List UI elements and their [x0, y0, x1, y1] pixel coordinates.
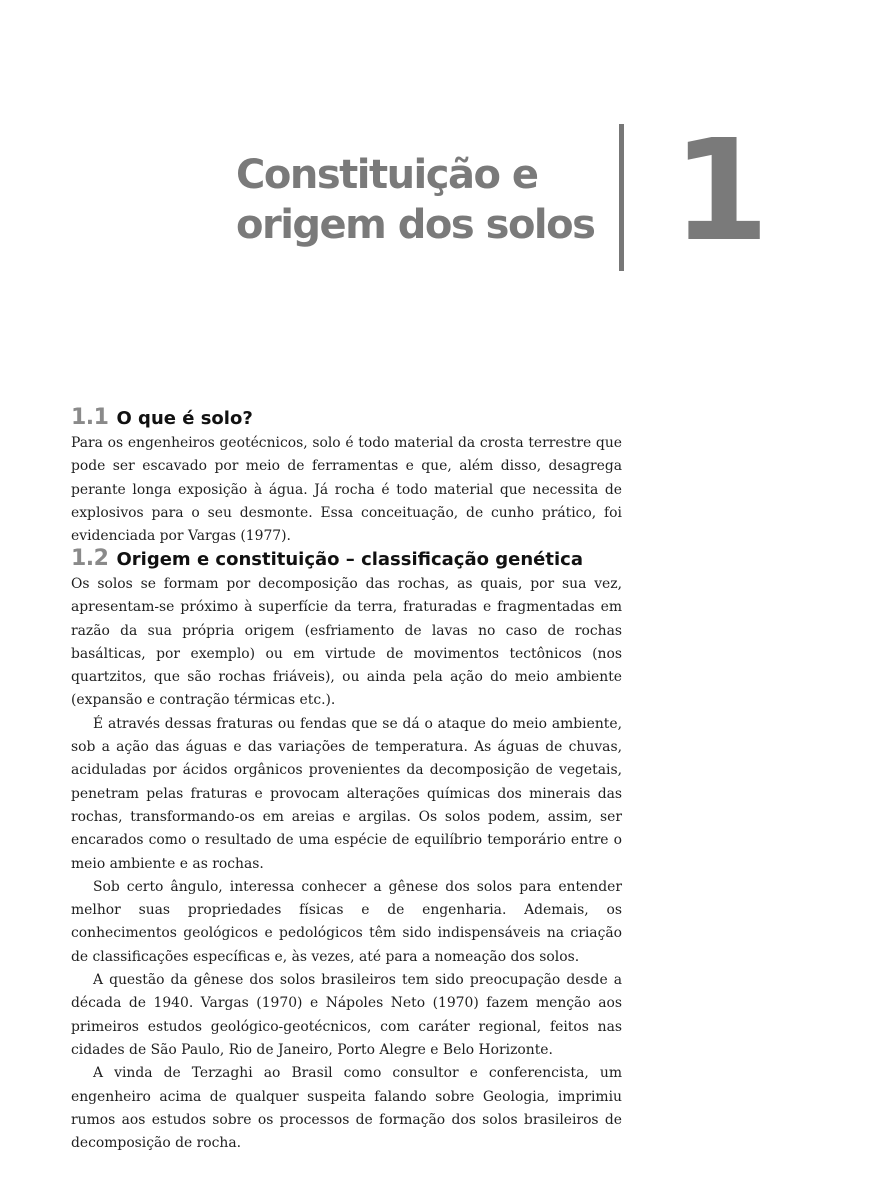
section-title: O que é solo?: [116, 408, 253, 429]
chapter-title-line-2: origem dos solos: [236, 202, 595, 248]
paragraph: Sob certo ângulo, interessa conhecer a gênese dos solos para entender melhor suas propriedades físicas e de engenharia. Ademais, os conhecimentos geológicos e pedológicos têm sido indispensáveis na criação de classificações específicas e, às vezes, até para a nomeação dos solos.: [71, 878, 622, 965]
chapter-title: [236, 150, 606, 250]
paragraph: A questão da gênese dos solos brasileiros tem sido preocupação desde a década de 1940. Vargas (1970) e Nápoles Neto (1970) fazem menção aos primeiros estudos geológico-geotécnicos, com caráter regional, feitos nas cidades de São Paulo, Rio de Janeiro, Porto Alegre e Belo Horizonte.: [71, 972, 622, 1058]
section-heading: [71, 404, 622, 432]
section-number: 1.2: [71, 546, 109, 571]
section-number: 1.1: [71, 405, 109, 430]
section-title: Origem e constituição – classificação genética: [116, 549, 583, 570]
chapter-title-line-1: Constituição e: [236, 152, 538, 198]
paragraph: A vinda de Terzaghi ao Brasil como consultor e conferencista, um engenheiro acima de qualquer suspeita falando sobre Geologia, imprimiu rumos aos estudos sobre os processos de formação dos solos brasileiros de decomposição de rocha.: [71, 1065, 622, 1152]
section-heading: [71, 545, 622, 573]
chapter-divider: [619, 124, 624, 271]
paragraph: Para os engenheiros geotécnicos, solo é todo material da crosta terrestre que pode ser escavado por meio de ferramentas e que, além disso, desagrega perante longa exposição à água. Já rocha é todo material que necessita de explosivos para o seu desmonte. Essa conceituação, de cunho prático, foi evidenciada por Vargas (1977).: [71, 435, 622, 545]
paragraph: Os solos se formam por decomposição das rochas, as quais, por sua vez, apresentam-se próximo à superfície da terra, fraturadas e fragmentadas em razão da sua própria origem (esfriamento de lavas no caso de rochas basálticas, por exemplo) ou em virtude de movimentos tectônicos (nos quartzitos, que são rochas friáveis), ou ainda pela ação do meio ambiente (expansão e contração térmicas etc.).: [71, 576, 622, 709]
chapter-number: 1: [672, 110, 770, 273]
section-1-2: [71, 545, 622, 1155]
section-1-1: [71, 404, 622, 548]
paragraph: É através dessas fraturas ou fendas que se dá o ataque do meio ambiente, sob a ação das águas e das variações de temperatura. As águas de chuvas, aciduladas por ácidos orgânicos provenientes da decomposição de vegetais, penetram pelas fraturas e provocam alterações químicas dos minerais das rochas, transformando-os em areias e argilas. Os solos podem, assim, ser encarados como o resultado de uma espécie de equilíbrio temporário entre o meio ambiente e as rochas.: [71, 715, 622, 872]
